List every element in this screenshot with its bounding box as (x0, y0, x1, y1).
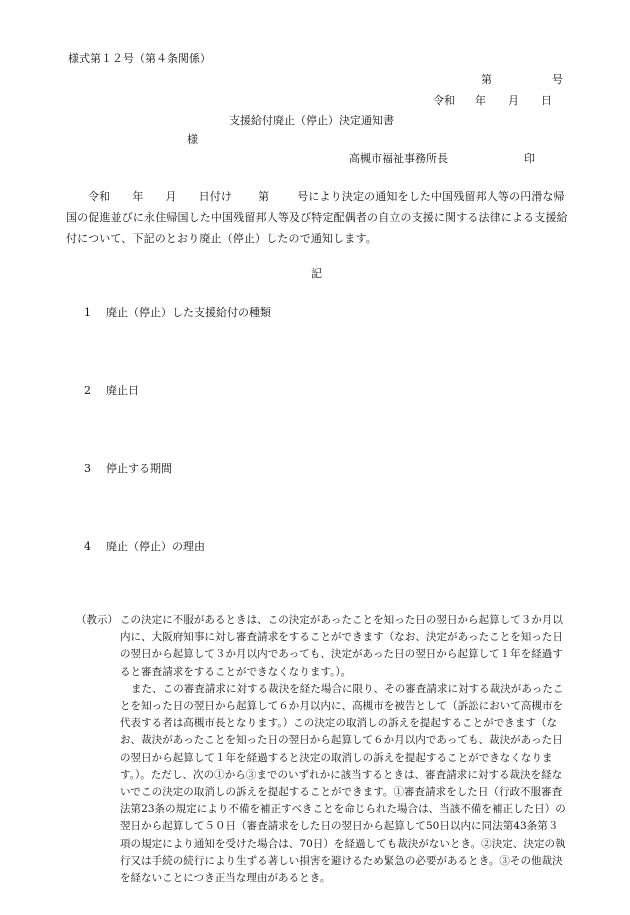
date-year-unit: 年 (475, 94, 486, 107)
notice-text (120, 612, 568, 887)
document-number-suffix: 号 (552, 73, 563, 86)
item-number: 3 (84, 462, 91, 475)
item-label: 廃止日 (106, 384, 139, 397)
notification-body (66, 186, 568, 249)
item-abolition-date (84, 382, 139, 399)
body-number-prefix: 第 (258, 190, 270, 203)
item-label: 廃止（停止）した支援給付の種類 (106, 306, 271, 319)
item-number: 2 (84, 384, 91, 397)
ki-heading: 記 (311, 267, 322, 280)
date-era: 令和 (433, 94, 455, 107)
body-year-unit: 年 (132, 190, 144, 203)
seal-mark: 印 (524, 152, 535, 165)
body-era: 令和 (88, 190, 111, 203)
form-number: 様式第１２号（第４条関係） (68, 52, 211, 65)
issuer (349, 150, 535, 167)
item-label: 停止する期間 (106, 462, 172, 475)
item-label: 廃止（停止）の理由 (106, 540, 205, 553)
date-day-unit: 日 (541, 94, 552, 107)
body-day-unit: 日付け (198, 190, 233, 203)
notice-label: （教示） (76, 614, 118, 626)
document-number-prefix: 第 (481, 73, 492, 86)
item-suspension-period (84, 460, 172, 477)
document-title: 支援給付廃止（停止）決定通知書 (229, 114, 394, 127)
issuer-name: 高槻市福祉事務所長 (349, 152, 448, 165)
date-month-unit: 月 (508, 94, 519, 107)
item-number: 1 (84, 306, 91, 319)
item-abolished-benefit-type (84, 304, 271, 321)
document-number (481, 71, 563, 88)
addressee-suffix: 様 (187, 133, 198, 146)
notice-paragraph-2: また、この審査請求に対する裁決を経た場合に限り、その審査請求に対する裁決があったことを知った日の翌日から起算して６か月以内に、高槻市を被告として（訴訟において高槻市を代表する者は高槻市長となります。）この決定の取消しの訴えを提起することができます（なお、裁決があったことを知った日の翌日から起算して６か月以内であっても、裁決があった日の翌日から起算して１年を経過すると決定の取消しの訴えを提起することができなくなります。）。ただし、次の①から③までのいずれかに該当するときは、審査請求に対する裁決を経ないでこの決定の取消しの訴えを提起することができます。①審査請求をした日（行政不服審査法第23条の規定により不備を補正すべきことを命じられた場合は、当該不備を補正した日）の翌日から起算して５０日（審査請求をした日の翌日から起算して50日以内に同法第43条第３項の規定により通知を受けた場合は、70日）を経過しても裁決がないとき。②決定、決定の執行又は手続の続行により生ずる著しい損害を避けるため緊急の必要があるとき。③その他裁決を経ないことにつき正当な理由があるとき。 (120, 682, 566, 885)
document-date (433, 92, 552, 109)
item-number: 4 (84, 540, 91, 553)
body-month-unit: 月 (165, 190, 177, 203)
item-reason (84, 538, 205, 555)
notice-paragraph-1: この決定に不服があるときは、この決定があったことを知った日の翌日から起算して３か月以内に、大阪府知事に対し審査請求をすることができます（なお、決定があったことを知った日の翌日から起算して３か月以内であっても、決定があった日の翌日から起算して１年を経過すると審査請求をすることができなくなります。）。 (120, 614, 563, 678)
body-text: 号により決定の通知をした中国残留邦人等の円滑な帰国の促進並びに永住帰国した中国残留邦人等及び特定配偶者の自立の支援に関する法律による支援給付について、下記のとおり廃止（停止）したので通知します。 (66, 190, 568, 245)
